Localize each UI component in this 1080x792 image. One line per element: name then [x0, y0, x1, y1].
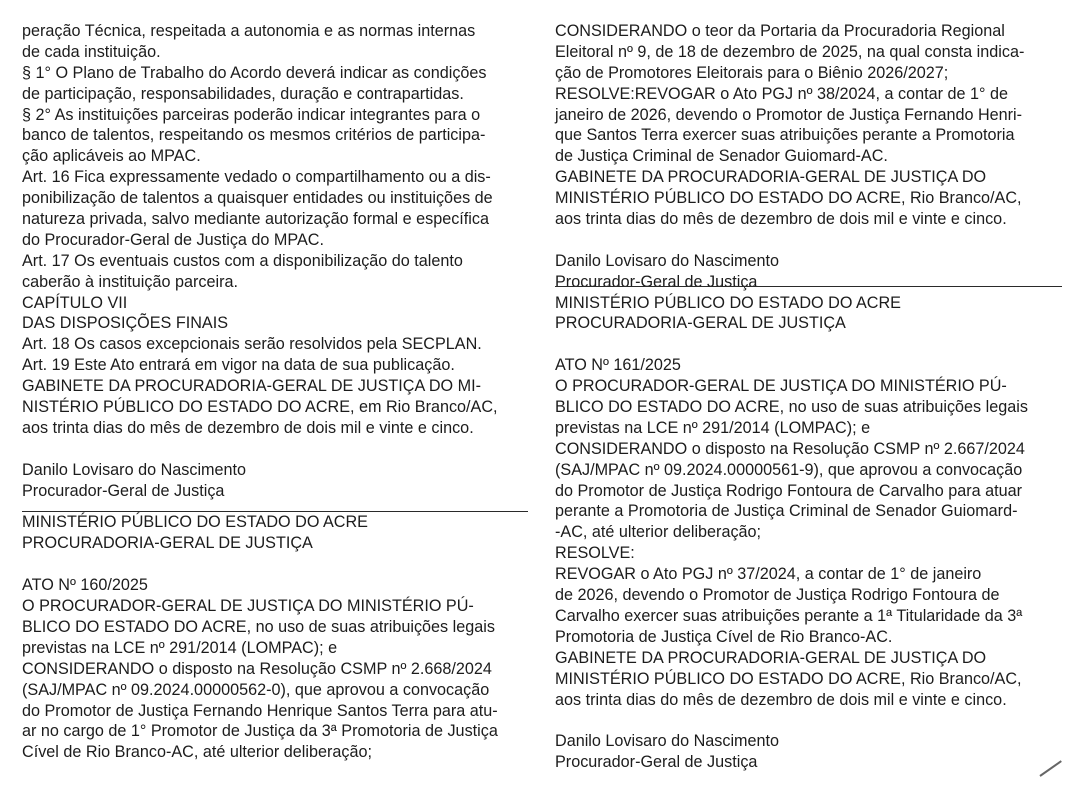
signatory-name: Danilo Lovisaro do Nascimento: [22, 460, 247, 479]
text-line: de Justiça Criminal de Senador Guiomard-AC.: [555, 147, 888, 166]
left-column: [22, 21, 532, 763]
text-line: do Promotor de Justiça Rodrigo Fontoura de Carvalho para atuar: [555, 481, 1022, 500]
text-line: perante a Promotoria de Justiça Criminal de Senador Guiomard-: [555, 502, 1018, 521]
chapter-heading: CAPÍTULO VII: [22, 293, 128, 312]
spacer: [555, 710, 1067, 731]
text-line: § 2° As instituições parceiras poderão indicar integrantes para o: [22, 105, 481, 124]
spacer: [22, 439, 532, 460]
text-line: janeiro de 2026, devendo o Promotor de Justiça Fernando Henri-: [555, 105, 1023, 124]
text-line: que Santos Terra exercer suas atribuições perante a Promotoria: [555, 126, 1015, 145]
text-line: Art. 18 Os casos excepcionais serão resolvidos pela SECPLAN.: [22, 335, 482, 354]
organization-name: MINISTÉRIO PÚBLICO DO ESTADO DO ACRE: [22, 513, 368, 532]
right-column: [555, 21, 1067, 773]
text-line: (SAJ/MPAC nº 09.2024.00000562-0), que aprovou a convocação: [22, 680, 490, 699]
text-line: CONSIDERANDO o teor da Portaria da Procuradoria Regional: [555, 22, 1005, 40]
text-line: BLICO DO ESTADO DO ACRE, no uso de suas atribuições legais: [555, 398, 1028, 417]
text-line: de 2026, devendo o Promotor de Justiça Rodrigo Fontoura de: [555, 586, 1000, 605]
department-name: PROCURADORIA-GERAL DE JUSTIÇA: [22, 534, 313, 553]
text-line: RESOLVE:REVOGAR o Ato PGJ nº 38/2024, a contar de 1° de: [555, 84, 1008, 103]
text-line: Carvalho exercer suas atribuições perante a 1ª Titularidade da 3ª: [555, 606, 1023, 625]
text-line: -AC, até ulterior deliberação;: [555, 523, 762, 542]
text-line: aos trinta dias do mês de dezembro de dois mil e vinte e cinco.: [555, 210, 1007, 229]
text-line: CONSIDERANDO o disposto na Resolução CSMP nº 2.667/2024: [555, 439, 1025, 458]
text-line: peração Técnica, respeitada a autonomia e as normas internas: [22, 22, 476, 40]
document-header: [555, 293, 1067, 335]
text-line: O PROCURADOR-GERAL DE JUSTIÇA DO MINISTÉRIO PÚ-: [555, 377, 1007, 396]
signature-block: [22, 460, 532, 502]
text-line: GABINETE DA PROCURADORIA-GERAL DE JUSTIÇA DO: [555, 168, 987, 187]
text-line: (SAJ/MPAC nº 09.2024.00000561-9), que aprovou a convocação: [555, 460, 1023, 479]
spacer: [555, 334, 1067, 355]
text-line: GABINETE DA PROCURADORIA-GERAL DE JUSTIÇA DO MI-: [22, 377, 482, 396]
text-line: do Promotor de Justiça Fernando Henrique Santos Terra para atu-: [22, 701, 498, 720]
department-name: PROCURADORIA-GERAL DE JUSTIÇA: [555, 314, 846, 333]
text-line: O PROCURADOR-GERAL DE JUSTIÇA DO MINISTÉRIO PÚ-: [22, 597, 474, 616]
text-line: Cível de Rio Branco-AC, até ulterior deliberação;: [22, 743, 372, 762]
text-line: previstas na LCE nº 291/2014 (LOMPAC); e: [22, 638, 338, 657]
signatory-name: Danilo Lovisaro do Nascimento: [555, 251, 780, 270]
text-line: do Procurador-Geral de Justiça do MPAC.: [22, 230, 324, 249]
signatory-title: Procurador-Geral de Justiça: [555, 753, 758, 772]
signature-block: [555, 731, 1067, 773]
text-line: banco de talentos, respeitando os mesmos critérios de participa-: [22, 126, 486, 145]
text-line: NISTÉRIO PÚBLICO DO ESTADO DO ACRE, em Rio Branco/AC,: [22, 398, 498, 417]
text-line: ção de Promotores Eleitorais para o Biênio 2026/2027;: [555, 63, 949, 82]
act-number: ATO Nº 160/2025: [22, 576, 148, 595]
act-body: [22, 596, 532, 763]
text-line: aos trinta dias do mês de dezembro de dois mil e vinte e cinco.: [22, 418, 474, 437]
text-line: BLICO DO ESTADO DO ACRE, no uso de suas atribuições legais: [22, 617, 495, 636]
closing-articles-block: [22, 21, 532, 439]
signatory-title: Procurador-Geral de Justiça: [555, 272, 758, 291]
act-number: ATO Nº 161/2025: [555, 356, 681, 375]
text-line: RESOLVE:: [555, 544, 635, 563]
document-header: [22, 512, 532, 554]
text-line: aos trinta dias do mês de dezembro de dois mil e vinte e cinco.: [555, 690, 1007, 709]
signatory-name: Danilo Lovisaro do Nascimento: [555, 732, 780, 751]
text-line: de participação, responsabilidades, duração e contrapartidas.: [22, 84, 464, 103]
spacer: [22, 554, 532, 575]
text-line: CONSIDERANDO o disposto na Resolução CSMP nº 2.668/2024: [22, 659, 492, 678]
text-line: ponibilização de talentos a quaisquer entidades ou instituições de: [22, 189, 493, 208]
text-line: § 1° O Plano de Trabalho do Acordo deverá indicar as condições: [22, 63, 487, 82]
text-line: GABINETE DA PROCURADORIA-GERAL DE JUSTIÇA DO: [555, 648, 987, 667]
chapter-title: DAS DISPOSIÇÕES FINAIS: [22, 314, 228, 333]
section-divider: [555, 286, 1062, 287]
act-continuation-block: [555, 21, 1067, 230]
text-line: de cada instituição.: [22, 42, 161, 61]
text-line: Promotoria de Justiça Cível de Rio Branco-AC.: [555, 627, 893, 646]
act-body: [555, 376, 1067, 710]
text-line: Art. 19 Este Ato entrará em vigor na data de sua publicação.: [22, 356, 455, 375]
text-line: ar no cargo de 1° Promotor de Justiça da 3ª Promotoria de Justiça: [22, 722, 498, 741]
signatory-title: Procurador-Geral de Justiça: [22, 481, 225, 500]
spacer: [555, 230, 1067, 251]
text-line: Eleitoral nº 9, de 18 de dezembro de 2025, na qual consta indica-: [555, 42, 1025, 61]
text-line: natureza privada, salvo mediante autorização formal e específica: [22, 210, 489, 229]
text-line: MINISTÉRIO PÚBLICO DO ESTADO DO ACRE, Rio Branco/AC,: [555, 189, 1022, 208]
text-line: Art. 17 Os eventuais custos com a disponibilização do talento: [22, 251, 463, 270]
text-line: REVOGAR o Ato PGJ nº 37/2024, a contar de 1° de janeiro: [555, 565, 982, 584]
text-line: Art. 16 Fica expressamente vedado o compartilhamento ou a dis-: [22, 168, 491, 187]
text-line: ção aplicáveis ao MPAC.: [22, 147, 201, 166]
text-line: MINISTÉRIO PÚBLICO DO ESTADO DO ACRE, Rio Branco/AC,: [555, 669, 1022, 688]
text-line: caberão à instituição parceira.: [22, 272, 238, 291]
organization-name: MINISTÉRIO PÚBLICO DO ESTADO DO ACRE: [555, 293, 901, 312]
text-line: previstas na LCE nº 291/2014 (LOMPAC); e: [555, 418, 871, 437]
